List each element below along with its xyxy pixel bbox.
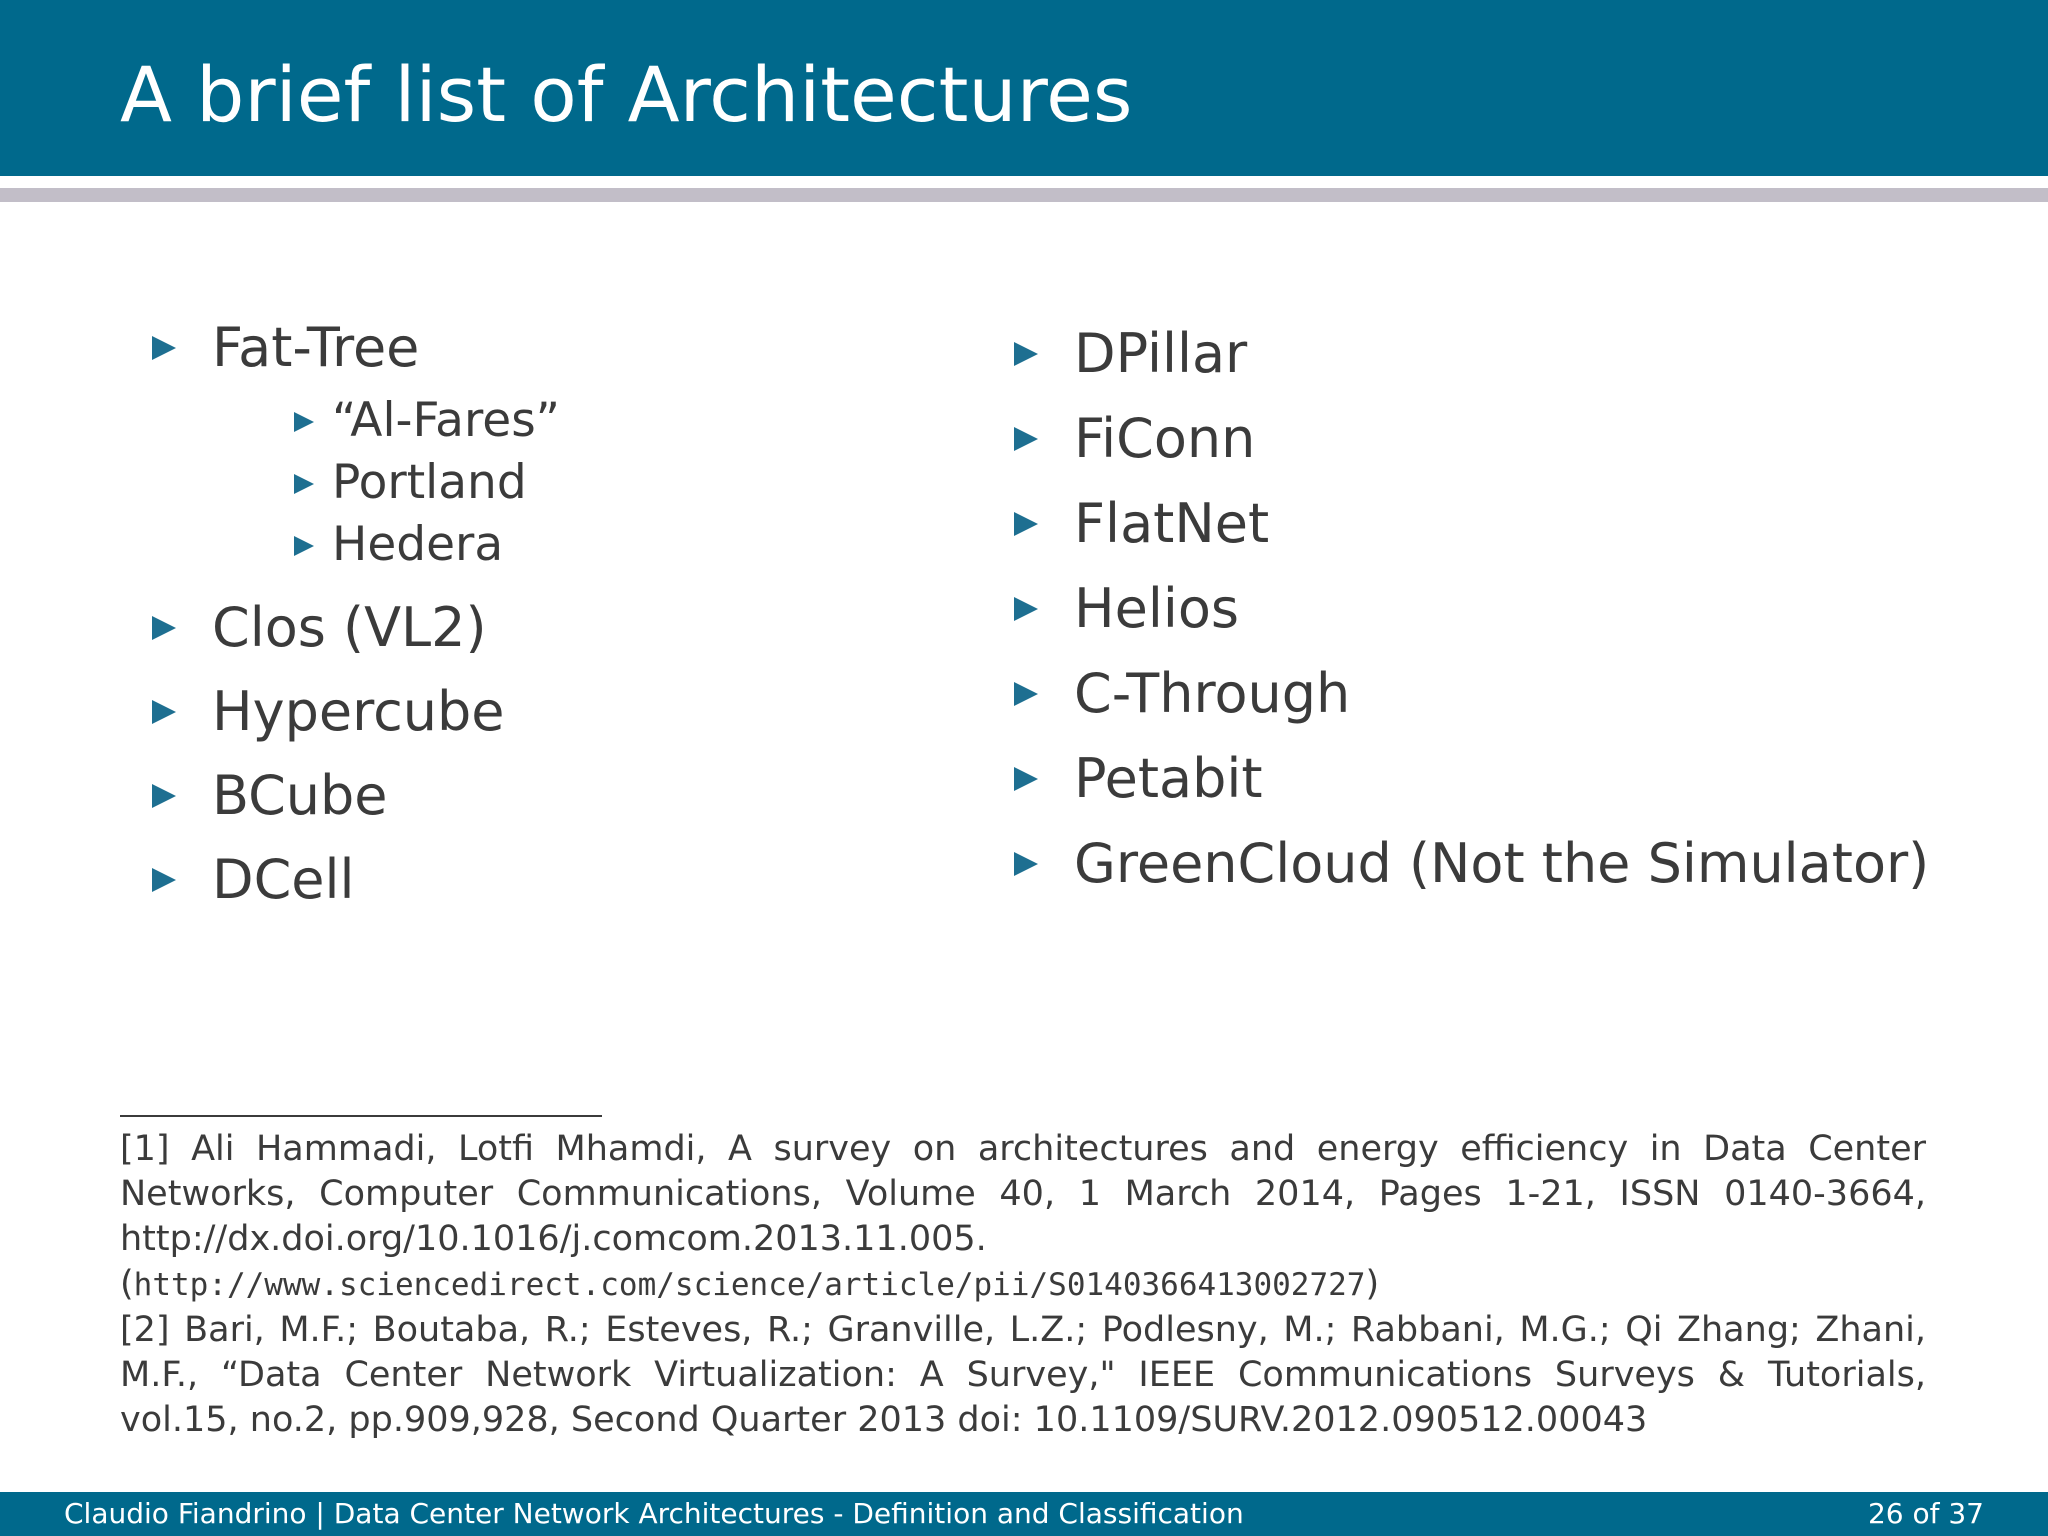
footnotes (120, 1127, 1926, 1443)
right-architecture-list (1012, 322, 2012, 917)
triangle-bullet-icon (1014, 342, 1038, 366)
list-item (1012, 322, 2012, 386)
list-item-label: Petabit (1074, 747, 1263, 810)
list-item-label: Fat-Tree (212, 316, 420, 379)
sub-list-item (212, 452, 970, 514)
list-item-label: Hypercube (212, 680, 505, 743)
list-item-label: BCube (212, 764, 388, 827)
list-item-label: FiConn (1074, 407, 1256, 470)
list-item (150, 596, 970, 660)
list-item (150, 848, 970, 912)
list-item (1012, 832, 2012, 896)
triangle-bullet-icon (152, 868, 176, 892)
triangle-bullet-icon (1014, 682, 1038, 706)
triangle-bullet-icon (294, 412, 314, 432)
slide-title: A brief list of Architectures (120, 50, 1133, 139)
list-item (150, 764, 970, 828)
list-item-label: Helios (1074, 577, 1240, 640)
sub-list-item-label: Portland (332, 455, 527, 510)
triangle-bullet-icon (152, 616, 176, 640)
sub-list-item (212, 514, 970, 576)
list-item-label: Clos (VL2) (212, 596, 487, 659)
footnote-1-url-close: ) (1365, 1264, 1380, 1304)
list-item-label: GreenCloud (Not the Simulator) (1074, 832, 1930, 895)
list-item (1012, 747, 2012, 811)
list-item-label: DCell (212, 848, 355, 911)
triangle-bullet-icon (1014, 852, 1038, 876)
triangle-bullet-icon (1014, 597, 1038, 621)
sub-list-item-label: Hedera (332, 517, 504, 572)
fat-tree-sublist (212, 390, 970, 576)
triangle-bullet-icon (1014, 767, 1038, 791)
footnote-2: [2] Bari, M.F.; Boutaba, R.; Esteves, R.; Granville, L.Z.; Podlesny, M.; Rabbani, M.G.; Qi Zhang; Zhani, M.F., “Data Center Network Virtualization: A Survey," IEEE Communications Surveys & Tutorials, vol.15, no.2, pp.909,928, Second Quarter 2013 doi: 10.1109/SURV.2012.090512.00043 (120, 1310, 1926, 1440)
triangle-bullet-icon (294, 474, 314, 494)
list-item-label: FlatNet (1074, 492, 1270, 555)
triangle-bullet-icon (1014, 427, 1038, 451)
triangle-bullet-icon (294, 536, 314, 556)
sub-list-item-label: “Al-Fares” (332, 393, 561, 448)
list-item (1012, 662, 2012, 726)
list-item-label: DPillar (1074, 322, 1248, 385)
footnote-1 (120, 1127, 1926, 1308)
sub-list-item (212, 390, 970, 452)
footnote-1-url[interactable]: http://www.sciencedirect.com/science/article/pii/S0140366413002727 (133, 1267, 1366, 1303)
footer-author-title: Claudio Fiandrino | Data Center Network Architectures - Definition and Classification (64, 1497, 1244, 1530)
list-item (1012, 492, 2012, 556)
list-item (150, 680, 970, 744)
list-item (150, 316, 970, 576)
triangle-bullet-icon (1014, 512, 1038, 536)
footnote-1-text: [1] Ali Hammadi, Lotfi Mhamdi, A survey on architectures and energy efficiency in Data Center Networks, Computer Communications, Volume 40, 1 March 2014, Pages 1-21, ISSN 0140-3664, http://dx.doi.org/10.1016/j.comcom.2013.11.005. (120, 1129, 1926, 1259)
title-divider (0, 188, 2048, 202)
footnote-divider (120, 1115, 602, 1117)
list-item (1012, 577, 2012, 641)
page-number: 26 of 37 (1867, 1497, 1984, 1530)
triangle-bullet-icon (152, 700, 176, 724)
footnote-1-url-open: ( (120, 1264, 134, 1304)
list-item-label: C-Through (1074, 662, 1351, 725)
triangle-bullet-icon (152, 784, 176, 808)
list-item (1012, 407, 2012, 471)
triangle-bullet-icon (152, 336, 176, 360)
left-architecture-list (150, 316, 970, 932)
